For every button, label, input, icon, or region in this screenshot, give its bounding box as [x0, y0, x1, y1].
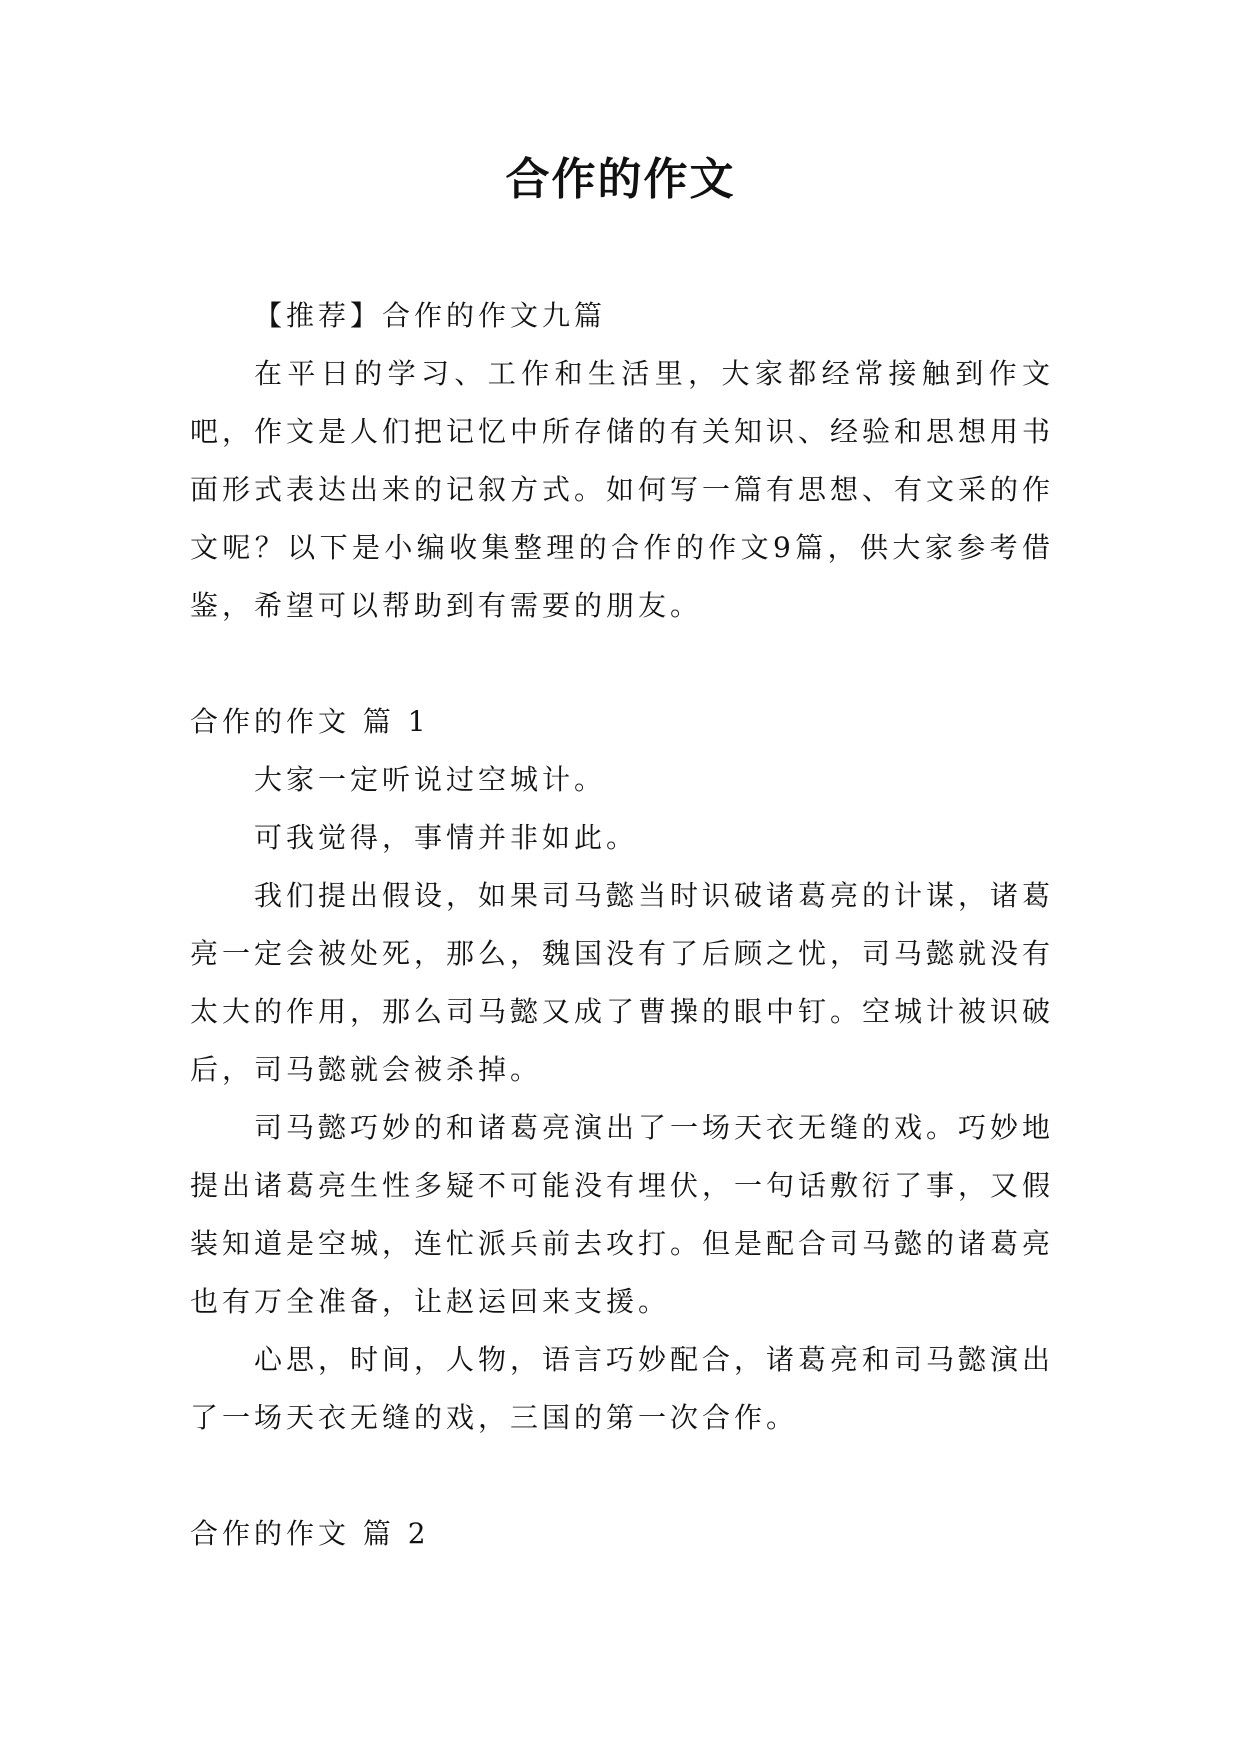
- section-heading-1: 合作的作文 篇 1: [190, 705, 430, 738]
- section-1-paragraph-2: 可我觉得，事情并非如此。: [254, 821, 639, 854]
- document-title: 合作的作文: [505, 154, 736, 205]
- intro-paragraph: 在平日的学习、工作和生活里，大家都经常接触到作文吧，作文是人们把记忆中所存储的有关知识、经验和思想用书面形式表达出来的记叙方式。如何写一篇有思想、有文采的作文呢？以下是小编收集整理的合作的作文9篇，供大家参考借鉴，希望可以帮助到有需要的朋友。: [190, 357, 1055, 622]
- section-gap: [190, 635, 1054, 693]
- section-1-paragraph-1: 大家一定听说过空城计。: [254, 763, 607, 796]
- recommend-line: 【推荐】合作的作文九篇: [254, 299, 607, 332]
- section-heading-2: 合作的作文 篇 2: [190, 1517, 430, 1550]
- section-gap: [190, 1447, 1054, 1505]
- section-1-paragraph-5: 心思，时间，人物，语言巧妙配合，诸葛亮和司马懿演出了一场天衣无缝的戏，三国的第一次合作。: [190, 1343, 1055, 1434]
- document-body: [190, 287, 1054, 1563]
- section-1-paragraph-3: 我们提出假设，如果司马懿当时识破诸葛亮的计谋，诸葛亮一定会被处死，那么，魏国没有了后顾之忧，司马懿就没有太大的作用，那么司马懿又成了曹操的眼中钉。空城计被识破后，司马懿就会被杀掉。: [190, 879, 1055, 1086]
- section-1-paragraph-4: 司马懿巧妙的和诸葛亮演出了一场天衣无缝的戏。巧妙地提出诸葛亮生性多疑不可能没有埋伏，一句话敷衍了事，又假装知道是空城，连忙派兵前去攻打。但是配合司马懿的诸葛亮也有万全准备，让赵运回来支援。: [190, 1111, 1055, 1318]
